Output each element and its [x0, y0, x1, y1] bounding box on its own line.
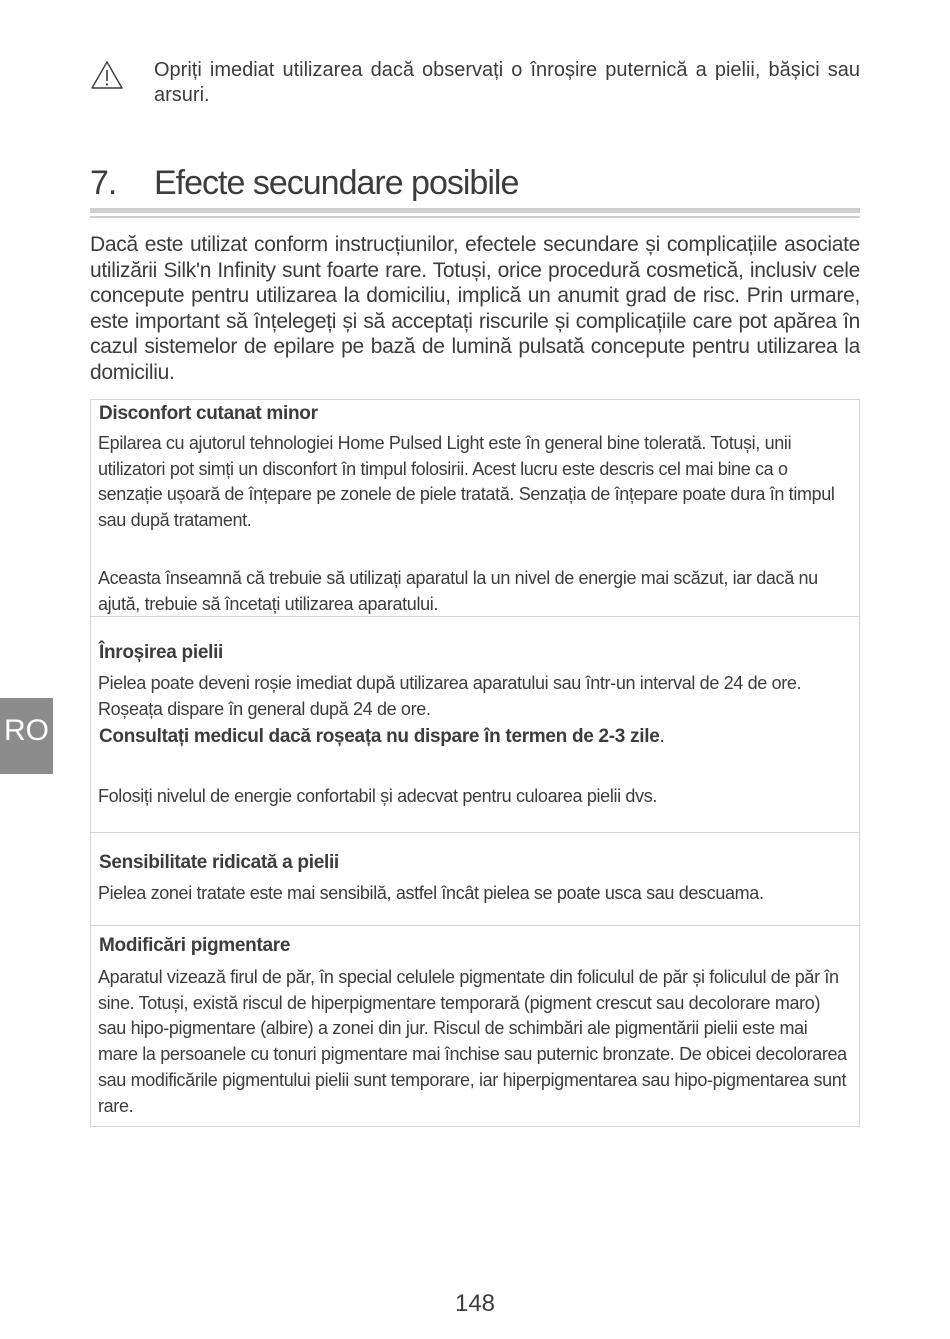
effect-description: Epilarea cu ajutorul tehnologiei Home Pulsed Light este în general bine tolerată. Totuși, unii utilizatori pot simți un disconfort în timpul folosirii. Acest lucru este descris cel mai bine ca o senzație ușoară de înțepare pe zonele de piele tratată. Senzația de înțepare poate dura în timpul sau după tratament.: [98, 433, 835, 531]
effect-warning-text: Consultați medicul dacă roșeața nu dispare în termen de 2-3 zile: [99, 726, 660, 747]
effect-title: Disconfort cutanat minor: [99, 403, 318, 424]
effect-advice: Folosiți nivelul de energie confortabil și adecvat pentru culoarea pielii dvs.: [98, 786, 658, 806]
section-title: Efecte secundare posibile: [154, 164, 519, 202]
effect-warning: [99, 726, 664, 748]
effect-box-minor-discomfort: [90, 399, 860, 617]
effect-description: Pielea poate deveni roșie imediat după utilizarea aparatului sau într-un interval de 24 de ore. Roșeața dispare în general după 24 de ore.: [98, 673, 802, 719]
warning-notice: [90, 58, 860, 108]
page-number: 148: [454, 1290, 496, 1317]
warning-triangle-icon: [90, 60, 124, 90]
warning-text: Opriți imediat utilizarea dacă observați o înroșire puternică a pielii, bășici sau arsuri.: [154, 59, 860, 106]
effect-warning-end: .: [659, 726, 665, 747]
effect-title: Înroșirea pielii: [99, 642, 224, 663]
section-heading: [90, 160, 860, 222]
language-tab: RO: [0, 698, 53, 774]
effect-title: Modificări pigmentare: [99, 935, 291, 956]
intro-paragraph: Dacă este utilizat conform instrucțiunilor, efectele secundare și complicațiile asociate utilizării Silk'n Infinity sunt foarte rare. Totuși, orice procedură cosmetică, inclusiv cele concepute pentru utilizarea la domiciliu, implică un anumit grad de risc. Prin urmare, este important să înțelegeți și să acceptați riscurile și complicațiile care pot apărea în cazul sistemelor de epilare pe bază de lumină pulsată concepute pentru utilizarea la domiciliu.: [90, 233, 860, 384]
effect-box-sensitivity: [90, 832, 860, 926]
effect-box-pigment: [90, 925, 860, 1127]
effect-description: Aparatul vizează firul de păr, în special celulele pigmentate din foliculul de păr și foliculul de păr în sine. Totuși, există riscul de hiperpigmentare temporară (pigment crescut sau decolorare maro) sau hipo-pigmentare (albire) a zonei din jur. Riscul de schimbări ale pigmentării pielii este mai mare la persoanele cu tonuri pigmentare mai închise sau puternic bronzate. De obicei decolorarea sau modificările pigmentului pielii sunt temporare, iar hiperpigmentarea sau hipo-pigmentarea sunt rare.: [98, 967, 847, 1116]
effect-description: Pielea zonei tratate este mai sensibilă, astfel încât pielea se poate usca sau descuama.: [98, 883, 764, 903]
effect-title: Sensibilitate ridicată a pielii: [99, 852, 339, 873]
section-number: 7.: [90, 164, 117, 202]
effect-box-redness: [90, 616, 860, 833]
effect-advice: Aceasta înseamnă că trebuie să utilizați aparatul la un nivel de energie mai scăzut, iar dacă nu ajută, trebuie să încetați utilizarea aparatului.: [98, 568, 818, 614]
heading-rule: [90, 208, 860, 213]
heading-rule-thin: [90, 216, 860, 218]
